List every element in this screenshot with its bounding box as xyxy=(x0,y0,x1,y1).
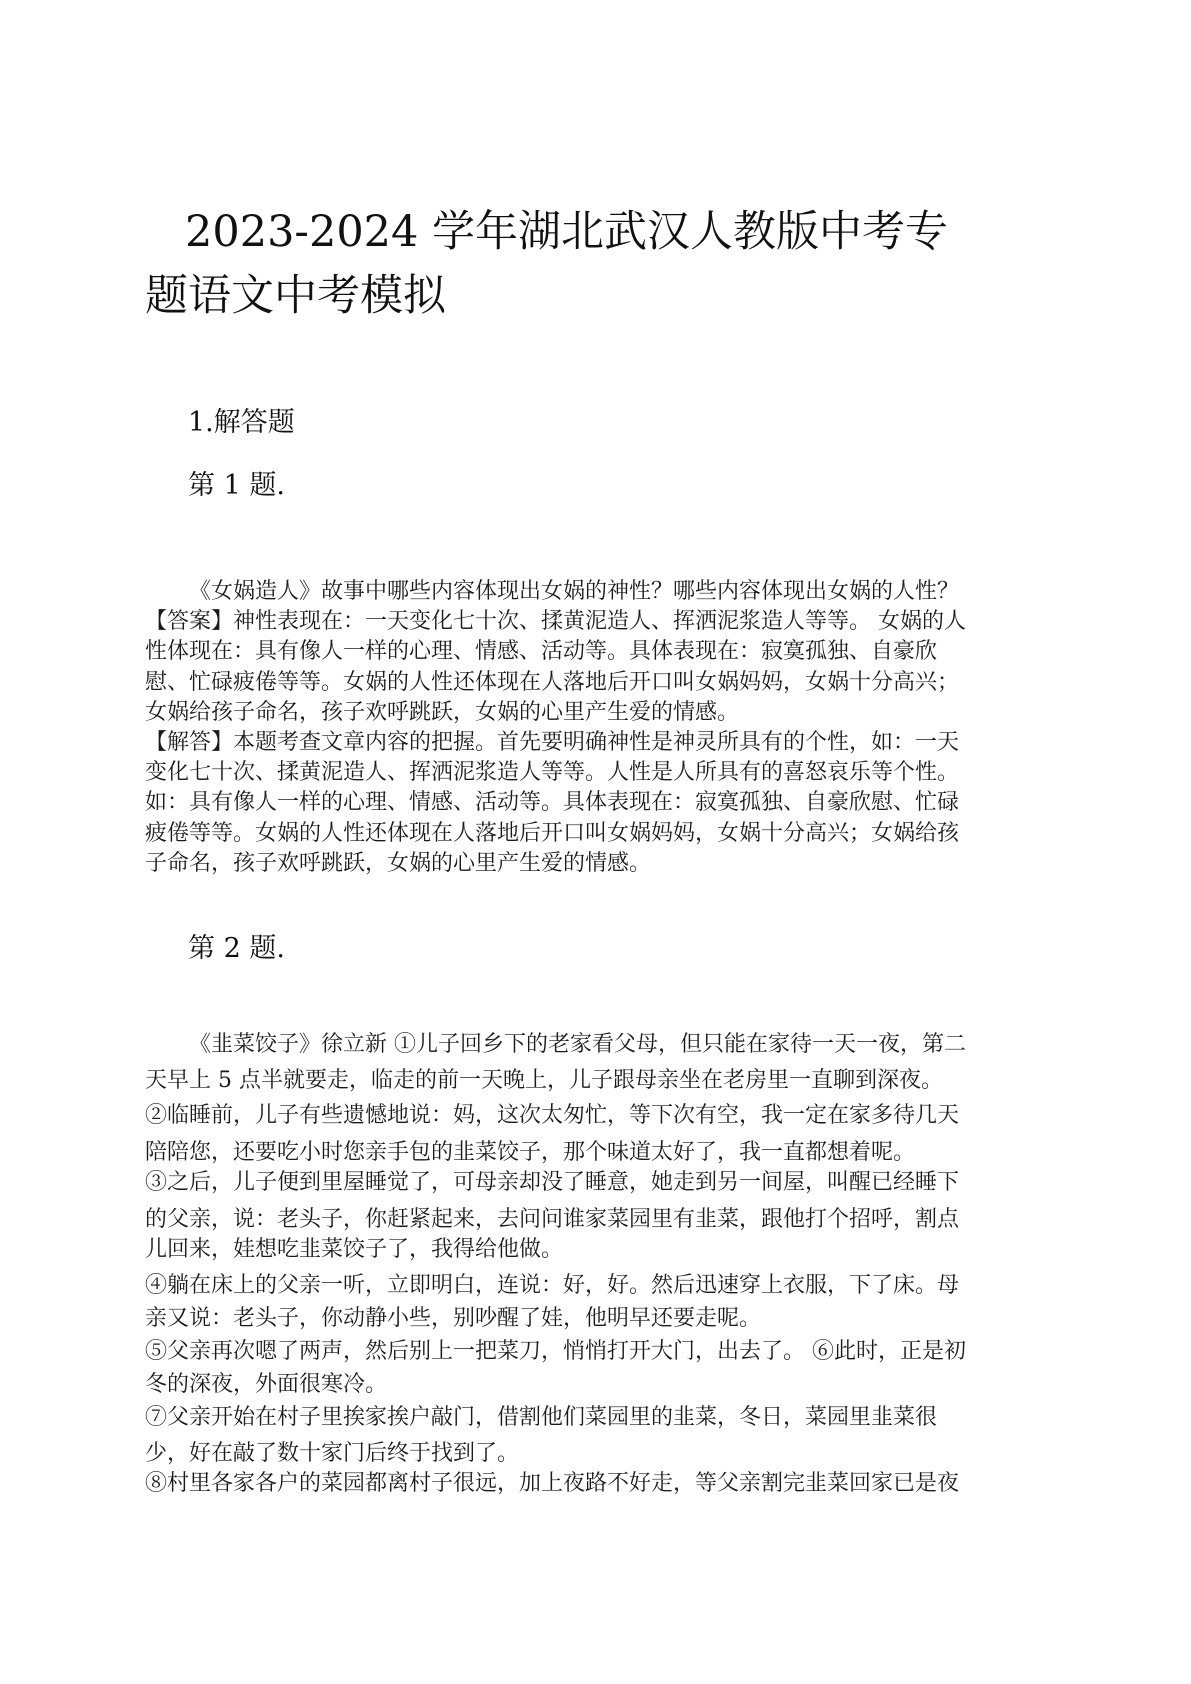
section-label: 1.解答题 xyxy=(188,407,295,438)
question-2-passage-line: 亲又说：老头子，你动静小些，别吵醒了娃，他明早还要走呢。 xyxy=(145,1306,762,1331)
question-2-body xyxy=(145,1030,1045,1499)
question-1-answer-line: 慰、忙碌疲倦等等。女娲的人性还体现在人落地后开口叫女娲妈妈，女娲十分高兴； xyxy=(145,669,960,695)
question-2-passage-line: 少，好在敲了数十家门后终于找到了。 xyxy=(145,1441,520,1466)
question-1-prompt: 《女娲造人》故事中哪些内容体现出女娲的神性？哪些内容体现出女娲的人性？ xyxy=(189,579,960,604)
title-line-2: 题语文中考模拟 xyxy=(145,271,446,321)
question-2-passage-line: ⑦父亲开始在村子里挨家挨户敲门，借割他们菜园里的韭菜，冬日，菜园里韭菜很 xyxy=(145,1405,938,1430)
question-2-passage-line: ②临睡前，儿子有些遗憾地说：妈，这次太匆忙，等下次有空，我一定在家多待几天 xyxy=(145,1103,960,1128)
question-1-explanation-line: 如：具有像人一样的心理、情感、活动等。具体表现在：寂寞孤独、自豪欣慰、忙碌 xyxy=(145,790,960,816)
question-1-answer-line: 【答案】神性表现在：一天变化七十次、揉黄泥造人、挥洒泥浆造人等等。 女娲的人 xyxy=(145,609,966,635)
question-1-answer-line: 女娲给孩子命名，孩子欢呼跳跃，女娲的心里产生爱的情感。 xyxy=(145,699,740,725)
document-title xyxy=(145,200,1045,328)
question-2-passage-line: ⑧村里各家各户的菜园都离村子很远，加上夜路不好走，等父亲割完韭菜回家已是夜 xyxy=(145,1471,960,1496)
question-2-passage-line: 《韭菜饺子》徐立新 ①儿子回乡下的老家看父母，但只能在家待一天一夜，第二 xyxy=(189,1032,966,1057)
question-1-answer-line: 性体现在：具有像人一样的心理、情感、活动等。具体表现在：寂寞孤独、自豪欣 xyxy=(145,639,938,665)
question-2-passage-line: 陪陪您，还要吃小时您亲手包的韭菜饺子，那个味道太好了，我一直都想着呢。 xyxy=(145,1140,916,1165)
question-1-explanation-line: 子命名，孩子欢呼跳跃，女娲的心里产生爱的情感。 xyxy=(145,850,652,876)
question-2-passage-line: ④躺在床上的父亲一听，立即明白，连说：好，好。然后迅速穿上衣服，下了床。母 xyxy=(145,1273,960,1298)
question-2-heading: 第 2 题. xyxy=(188,933,285,964)
question-2-passage-line: 的父亲，说：老头子，你赶紧起来，去问问谁家菜园里有韭菜，跟他打个招呼，割点 xyxy=(145,1207,960,1232)
question-2-passage-line: ⑤父亲再次嗯了两声，然后别上一把菜刀，悄悄打开大门，出去了。 ⑥此时，正是初 xyxy=(145,1339,966,1364)
question-1-explanation-line: 变化七十次、揉黄泥造人、挥洒泥浆造人等等。人性是人所具有的喜怒哀乐等个性。 xyxy=(145,760,960,786)
question-2-passage-line: 儿回来，娃想吃韭菜饺子了，我得给他做。 xyxy=(145,1237,564,1262)
question-2-passage-line: 天早上 5 点半就要走，临走的前一天晚上，儿子跟母亲坐在老房里一直聊到深夜。 xyxy=(145,1068,943,1093)
title-line-1: 2023-2024 学年湖北武汉人教版中考专 xyxy=(185,207,949,257)
question-2-passage-line: 冬的深夜，外面很寒冷。 xyxy=(145,1372,388,1397)
question-2-passage-line: ③之后，儿子便到里屋睡觉了，可母亲却没了睡意，她走到另一间屋，叫醒已经睡下 xyxy=(145,1170,960,1195)
question-1-explanation-line: 【解答】本题考查文章内容的把握。首先要明确神性是神灵所具有的个性，如：一天 xyxy=(145,730,960,756)
question-1-explanation-line: 疲倦等等。女娲的人性还体现在人落地后开口叫女娲妈妈，女娲十分高兴；女娲给孩 xyxy=(145,820,960,846)
question-1-heading: 第 1 题. xyxy=(188,470,285,501)
question-1-body xyxy=(145,577,1045,879)
